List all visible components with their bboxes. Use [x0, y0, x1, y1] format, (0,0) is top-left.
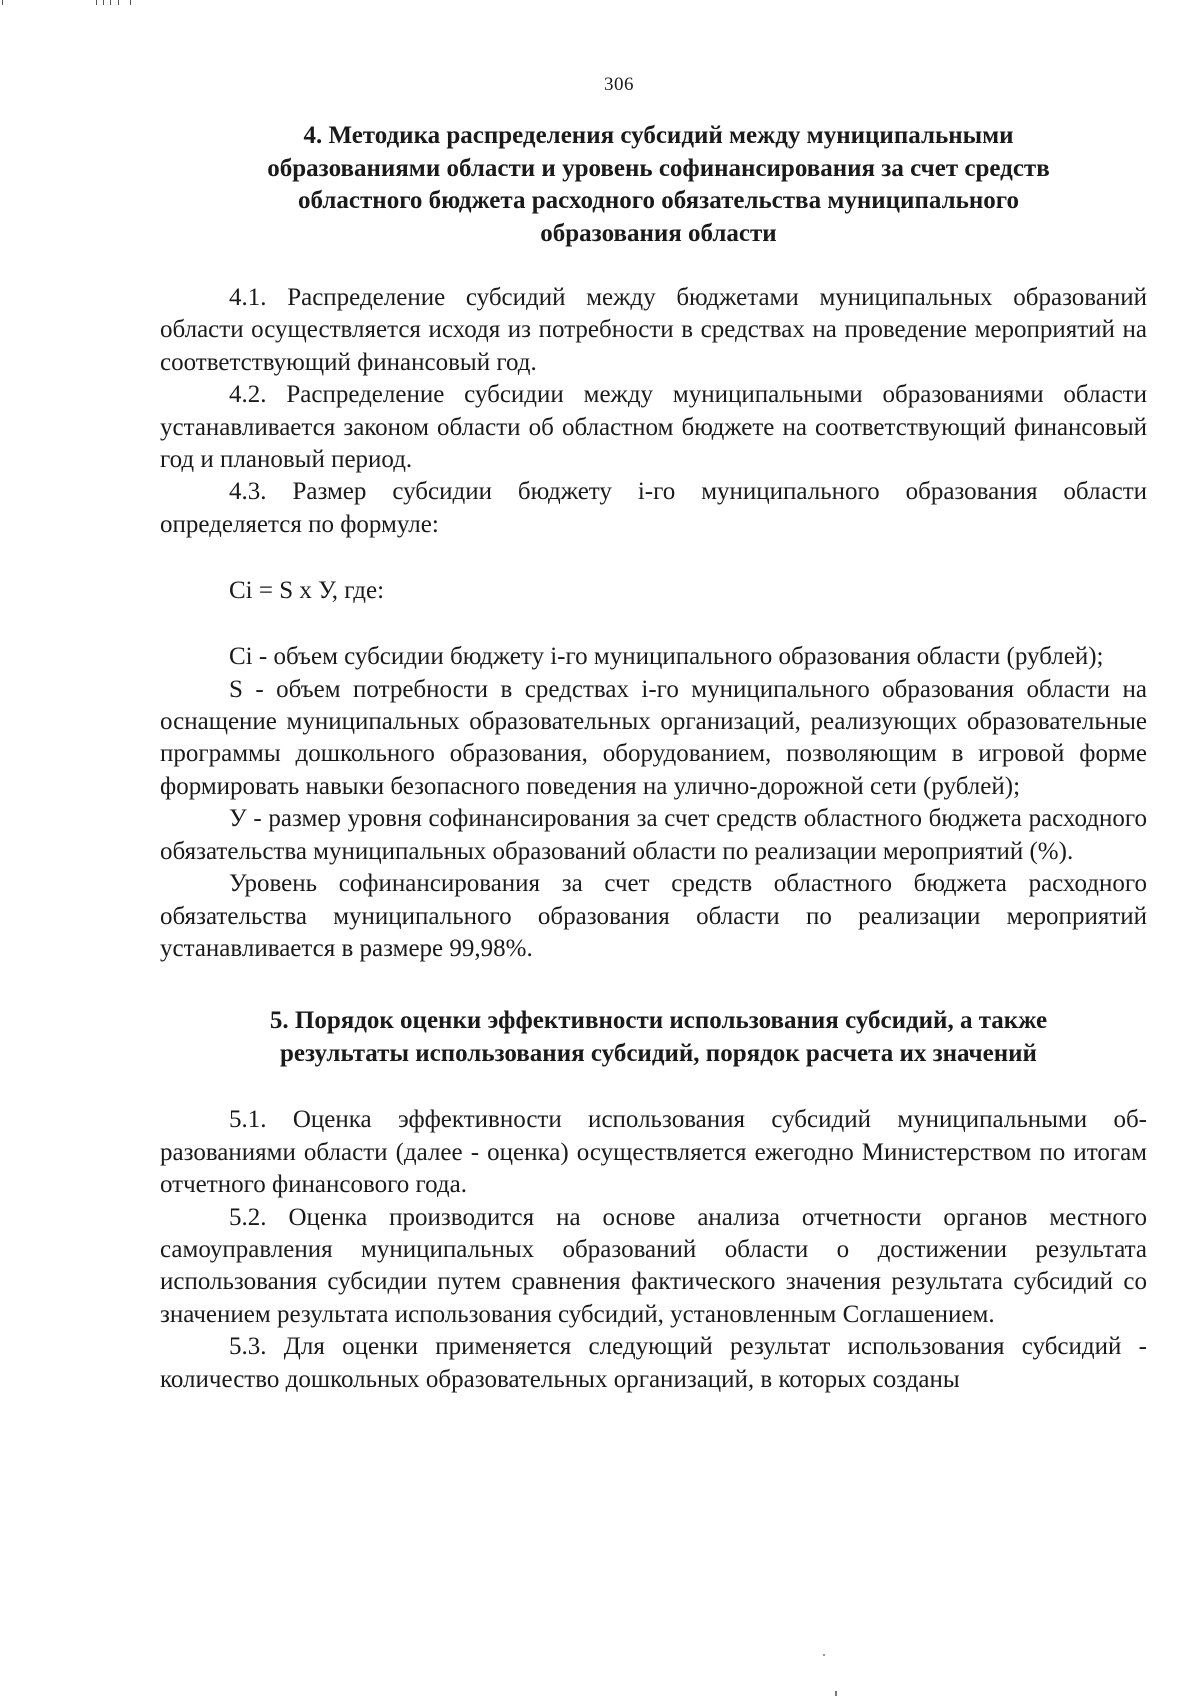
paragraph-4-1: 4.1. Распределение субсидий между бюджетами муниципальных образований области осуществляется исходя из потребности в средствах на проведение мероприятий на соответствующий финансовый год.: [160, 284, 1147, 376]
paragraph-5-2: 5.2. Оценка производится на основе анализа отчетности органов местного самоуправления муниципальных образований области о достижении результата использования субсидии путем сравнения фактического значения результата субсидий со значением результата использования субсидий, установленным Соглашением.: [160, 1203, 1147, 1328]
paragraph-4-2: 4.2. Распределение субсидии между муниципальными образованиями области устанавливается законом области об областном бюджете на соответствующий финансовый год и плановый период.: [160, 381, 1147, 474]
paragraph-u-definition: У - размер уровня софинансирования за счет средств областного бюджета расходного обязательства муниципальных образований области по реализации мероприятий (%).: [160, 805, 1147, 865]
scan-artifact: [0, 0, 150, 6]
page-number: 306: [604, 74, 634, 95]
paragraph-4-3: 4.3. Размер субсидии бюджету i-го муниципального образования области определяется по формуле:: [160, 478, 1147, 538]
paragraph-5-1: 5.1. Оценка эффективности использования субсидий муниципальными образованиями области (далее - оценка) осуществляется ежегодно Министерством по итогам отчетного финансового года.: [160, 1106, 1147, 1199]
paragraph-s-definition: S - объем потребности в средствах i-го муниципального образования области на оснащение муниципальных образовательных организаций, реализующих образовательные программы дошкольного образования, оборудованием, позволяющим в игровой форме формировать навыки безопасного поведения на улично-дорожной сети (рублей);: [160, 675, 1147, 800]
document-body: [160, 120, 1147, 1396]
paragraph-cofinancing-level: Уровень софинансирования за счет средств областного бюджета расходного обязательства муниципального образования области по реализации мероприятий устанавливается в размере 99,98%.: [160, 870, 1147, 962]
paragraph-5-3: 5.3. Для оценки применяется следующий результат использования субсидий - количество дошкольных образовательных организаций, в которых созданы: [160, 1333, 1147, 1393]
subsidy-formula: Ci = S x У, где:: [229, 577, 385, 605]
paragraph-ci-definition: Ci - объем субсидии бюджету i-го муниципального образования области (рублей);: [229, 643, 1104, 671]
scan-artifact-dot: [823, 1654, 825, 1656]
section-5-body: [160, 1104, 1147, 1396]
section-4-heading: 4. Методика распределения субсидий между муниципальными образованиями области и уровень софинансирования за счет средств областного бюджета расходного обязательства муниципального образования области: [267, 122, 1050, 247]
section-4-body: [160, 282, 1147, 965]
section-5-heading: 5. Порядок оценки эффективности использования субсидий, а также результаты использования субсидий, порядок расчета их значений: [269, 1007, 1048, 1067]
scan-artifact-dot: [835, 1691, 837, 1696]
